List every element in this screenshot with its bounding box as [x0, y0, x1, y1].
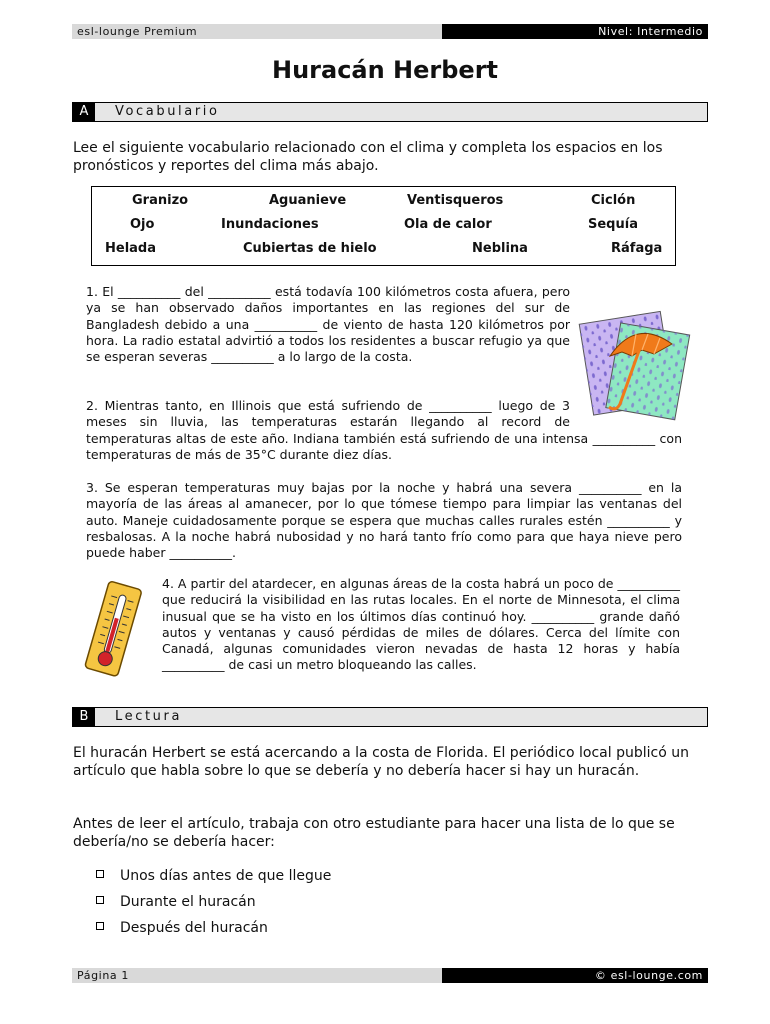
exercise-3: 3. Se esperan temperaturas muy bajas por la noche y habrá una severa __________ en la mayoría de las áreas al amanecer, por lo que tómese tiempo para limpiar las ventanas del auto. Maneje cuidadosamente porque se espera que muchas calles rurales estén __________ y resbalosas. A la noche habrá nubosidad y no hará tanto frío como para que haya nieve pero puede haber __________.: [86, 480, 682, 561]
vocab-word: Cubiertas de hielo: [243, 241, 377, 256]
vocab-word: Ventisqueros: [407, 193, 504, 208]
checkbox-icon: [96, 870, 104, 878]
exercise-2: [86, 398, 682, 463]
thermometer-icon: [76, 580, 152, 680]
vocab-word: Ráfaga: [611, 241, 663, 256]
header-bar: [72, 24, 708, 39]
vocab-word: Helada: [105, 241, 157, 256]
reading-instructions: Antes de leer el artículo, trabaja con otro estudiante para hacer una lista de lo que se debería/no se debería hacer:: [73, 816, 675, 850]
exercise-1: [86, 284, 682, 384]
list-item: Durante el huracán: [96, 894, 256, 910]
exercise-text: 1. El __________ del __________ está todavía 100 kilómetros costa afuera, pero ya se han observado daños importantes en las regiones del sur de Bangladesh debido a una __________ de viento de hasta 120 kilómetros por hora. La radio estatal advirtió a todos los residentes a buscar refugio ya que se esperan severas __________ a lo largo de la costa.: [86, 284, 570, 365]
vocab-word: Ciclón: [591, 193, 636, 208]
vocabulary-box: [91, 186, 676, 266]
section-name: Vocabulario: [115, 104, 220, 119]
vocab-word: Ojo: [130, 217, 155, 232]
page-title: Huracán Herbert: [271, 56, 499, 84]
list-item: Después del huracán: [96, 920, 268, 936]
page-number: Página 1: [77, 969, 129, 982]
header-brand: esl-lounge Premium: [77, 25, 198, 38]
vocab-word: Ola de calor: [404, 217, 492, 232]
section-name: Lectura: [115, 709, 183, 724]
section-letter: B: [73, 708, 95, 726]
checkbox-icon: [96, 922, 104, 930]
list-item: Unos días antes de que llegue: [96, 868, 331, 884]
vocab-word: Inundaciones: [221, 217, 319, 232]
section-letter: A: [73, 103, 95, 121]
exercise-text: 2. Mientras tanto, en Illinois que está sufriendo de __________ luego de 3 meses sin lluvia, las temperaturas estarán llegando al record de temperaturas altas de este año. Indiana también está sufriendo de una intensa __________ con temperaturas de más de 35°C durante diez días.: [86, 398, 682, 462]
vocab-word: Aguanieve: [269, 193, 347, 208]
vocab-word: Sequía: [588, 217, 638, 232]
exercise-4: 4. A partir del atardecer, en algunas áreas de la costa habrá un poco de __________ que reducirá la visibilidad en las rutas locales. En el norte de Minnesota, el clima inusual que se ha visto en los últimos días continuó hoy. __________ grande dañó autos y ventanas y causó pérdidas de miles de dólares. Cerca del límite con Canadá, algunas comunidades vieron nevadas de hasta 12 horas y había __________ de casi un metro bloqueando las calles.: [162, 576, 680, 673]
reading-intro: El huracán Herbert se está acercando a la costa de Florida. El periódico local publicó un artículo que habla sobre lo que se debería y no debería hacer si hay un huracán.: [73, 745, 689, 779]
vocab-word: Neblina: [472, 241, 528, 256]
checkbox-icon: [96, 896, 104, 904]
intro-text: Lee el siguiente vocabulario relacionado con el clima y completa los espacios en los pronósticos y reportes del clima más abajo.: [73, 140, 663, 174]
section-b-header: [72, 707, 708, 727]
section-a-header: [72, 102, 708, 122]
footer-copyright: © esl-lounge.com: [594, 969, 703, 982]
vocab-word: Granizo: [132, 193, 189, 208]
header-level: Nivel: Intermedio: [598, 25, 703, 38]
footer-bar: [72, 968, 708, 983]
